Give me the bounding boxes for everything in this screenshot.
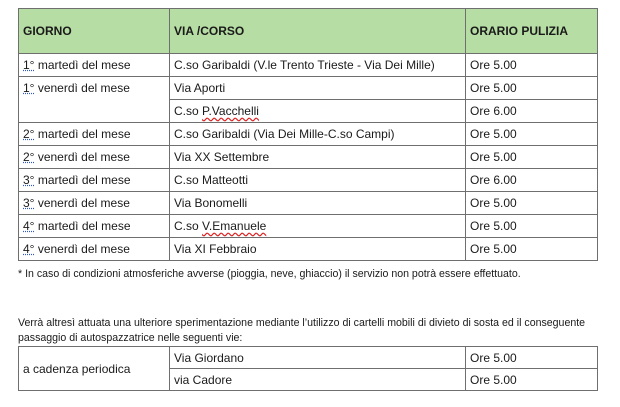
header-giorno: GIORNO — [19, 9, 170, 54]
table-row — [19, 123, 598, 146]
street-cell — [170, 215, 466, 238]
day-label: venerdì del mese — [34, 242, 130, 256]
header-orario: ORARIO PULIZIA — [466, 9, 598, 54]
street-cell: Via Bonomelli — [170, 192, 466, 215]
table-row — [19, 146, 598, 169]
time-cell: Ore 5.00 — [466, 347, 598, 369]
day-cell — [19, 215, 170, 238]
ordinal: 2° — [23, 150, 35, 164]
table-row — [19, 238, 598, 261]
table-header-row — [19, 9, 598, 54]
street-prefix: C.so — [174, 219, 203, 233]
ordinal: 2° — [23, 127, 35, 141]
time-cell: Ore 5.00 — [466, 238, 598, 261]
ordinal: 3° — [23, 196, 35, 210]
day-label: martedì del mese — [34, 173, 131, 187]
day-cell — [19, 238, 170, 261]
ordinal: 1° — [23, 58, 35, 72]
time-cell: Ore 5.00 — [466, 192, 598, 215]
ordinal: 4° — [23, 242, 35, 256]
table-row — [19, 54, 598, 77]
street-cell: C.so Garibaldi (V.le Trento Trieste - Via Dei Mille) — [170, 54, 466, 77]
day-cell — [19, 146, 170, 169]
street-cell: Via XX Settembre — [170, 146, 466, 169]
street-cell: Via XI Febbraio — [170, 238, 466, 261]
time-cell: Ore 6.00 — [466, 169, 598, 192]
day-cell — [19, 77, 170, 123]
time-cell: Ore 5.00 — [466, 146, 598, 169]
street-cell: C.so Matteotti — [170, 169, 466, 192]
table-row — [19, 215, 598, 238]
time-cell: Ore 5.00 — [466, 77, 598, 100]
street-name: V.Emanuele — [202, 219, 267, 233]
day-cell — [19, 123, 170, 146]
header-via: VIA /CORSO — [170, 9, 466, 54]
day-label: venerdì del mese — [34, 81, 130, 95]
day-label: venerdì del mese — [34, 150, 130, 164]
day-cell — [19, 169, 170, 192]
table-row — [19, 169, 598, 192]
street-cell: via Cadore — [170, 369, 466, 391]
day-cell — [19, 54, 170, 77]
day-label: martedì del mese — [34, 58, 131, 72]
day-cell — [19, 192, 170, 215]
weather-note: * In caso di condizioni atmosferiche avverse (pioggia, neve, ghiaccio) il servizio non potrà essere effettuato. — [18, 268, 521, 280]
table-row — [19, 347, 598, 369]
table-row — [19, 192, 598, 215]
street-prefix: C.so — [174, 104, 203, 118]
street-cell: Via Giordano — [170, 347, 466, 369]
street-cell: C.so Garibaldi (Via Dei Mille-C.so Campi) — [170, 123, 466, 146]
periodic-table — [18, 346, 598, 391]
time-cell: Ore 6.00 — [466, 100, 598, 123]
ordinal: 3° — [23, 173, 35, 187]
street-cell — [170, 100, 466, 123]
frequency-cell: a cadenza periodica — [19, 347, 170, 391]
day-label: martedì del mese — [34, 127, 131, 141]
experimentation-paragraph: Verrà altresì attuata una ulteriore sperimentazione mediante l’utilizzo di cartelli mobili di divieto di sosta ed il conseguente passaggio di autospazzatrice nelle seguenti vie: — [18, 317, 586, 344]
time-cell: Ore 5.00 — [466, 215, 598, 238]
schedule-table — [18, 8, 598, 261]
time-cell: Ore 5.00 — [466, 123, 598, 146]
ordinal: 4° — [23, 219, 35, 233]
time-cell: Ore 5.00 — [466, 369, 598, 391]
day-label: martedì del mese — [34, 219, 131, 233]
street-name: P.Vacchelli — [202, 104, 259, 118]
day-label: venerdì del mese — [34, 196, 130, 210]
time-cell: Ore 5.00 — [466, 54, 598, 77]
table-row — [19, 77, 598, 100]
ordinal: 1° — [23, 81, 35, 95]
street-cell: Via Aporti — [170, 77, 466, 100]
